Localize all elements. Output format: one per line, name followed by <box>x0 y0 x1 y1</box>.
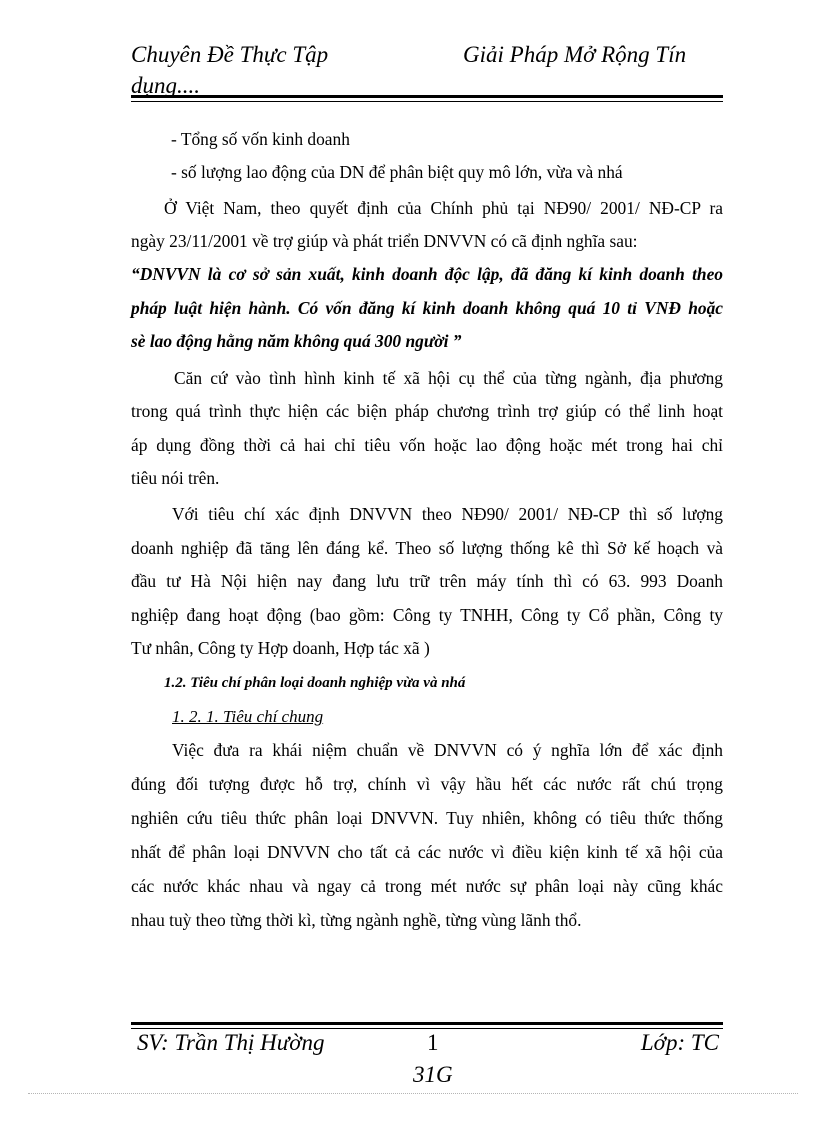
paragraph-line: ngày 23/11/2001 về trợ giúp và phát triển DNVVN có cã định nghĩa sau: <box>131 231 638 251</box>
header-right-title: Giải Pháp Mở Rộng Tín <box>463 42 687 67</box>
paragraph-line: doanh nghiệp đã tăng lên đáng kể. Theo số lượng thống kê thì Sở kế hoạch và <box>131 538 723 558</box>
footer-class-continuation: 31G <box>413 1062 453 1087</box>
paragraph-line: nhất để phân loại DNVVN cho tất cả các nước vì điều kiện kinh tế xã hội của <box>131 842 723 862</box>
page-number: 1 <box>427 1030 439 1055</box>
paragraph-line: đúng đối tượng được hỗ trợ, chính vì vậy hầu hết các nước rất chú trọng <box>131 774 723 794</box>
footer-class: Lớp: TC <box>640 1030 719 1055</box>
paragraph-line: Việc đưa ra khái niệm chuẩn về DNVVN có ý nghĩa lớn để xác định <box>172 740 723 760</box>
paragraph-line: nghiệp đang hoạt động (bao gồm: Công ty TNHH, Công ty Cổ phần, Công ty <box>131 605 723 625</box>
bullet-item: - Tổng số vốn kinh doanh <box>171 129 350 149</box>
paragraph-line: áp dụng đồng thời cả hai chỉ tiêu vốn hoặc lao động hoặc mét trong hai chỉ <box>131 435 723 455</box>
paragraph-line: các nước khác nhau và ngay cả trong mét nước sự phân loại này cũng khác <box>131 876 723 896</box>
section-heading: 1.2. Tiêu chí phân loại doanh nghiệp vừa và nhá <box>164 675 466 691</box>
paragraph-line: trong quá trình thực hiện các biện pháp chương trình trợ giúp có thể linh hoạt <box>131 401 723 421</box>
paragraph-line: Ở Việt Nam, theo quyết định của Chính phủ tại NĐ90/ 2001/ NĐ-CP ra <box>164 198 723 218</box>
paragraph-line: đầu tư Hà Nội hiện nay đang lưu trữ trên máy tính thì có 63. 993 Doanh <box>131 571 723 591</box>
paragraph-line: nghiên cứu tiêu thức phân loại DNVVN. Tuy nhiên, không có tiêu thức thống <box>131 808 723 828</box>
paragraph-line: nhau tuỳ theo từng thời kì, từng ngành nghề, từng vùng lãnh thổ. <box>131 910 582 930</box>
footer-student: SV: Trần Thị Hường <box>137 1030 325 1055</box>
quote-line: “DNVVN là cơ sở sản xuất, kinh doanh độc lập, đã đăng kí kinh doanh theo <box>131 264 723 284</box>
quote-line: sè lao động hằng năm không quá 300 người ” <box>131 331 462 351</box>
header-left-title: Chuyên Đề Thực Tập <box>131 42 329 67</box>
quote-line: pháp luật hiện hành. Có vốn đăng kí kinh doanh không quá 10 tỉ VNĐ hoặc <box>131 298 723 318</box>
paragraph-line: Tư nhân, Công ty Hợp doanh, Hợp tác xã ) <box>131 638 430 658</box>
header-title-continuation: dụng.... <box>131 73 200 98</box>
header-rule <box>131 95 723 102</box>
paragraph-line: tiêu nói trên. <box>131 468 220 488</box>
page-boundary <box>28 1093 798 1094</box>
subsection-heading: 1. 2. 1. Tiêu chí chung <box>172 707 324 726</box>
paragraph-line: Căn cứ vào tình hình kinh tế xã hội cụ thể của từng ngành, địa phương <box>174 368 723 388</box>
bullet-item: - số lượng lao động của DN để phân biệt quy mô lớn, vừa và nhá <box>171 162 623 182</box>
paragraph-line: Với tiêu chí xác định DNVVN theo NĐ90/ 2001/ NĐ-CP thì số lượng <box>172 504 723 524</box>
